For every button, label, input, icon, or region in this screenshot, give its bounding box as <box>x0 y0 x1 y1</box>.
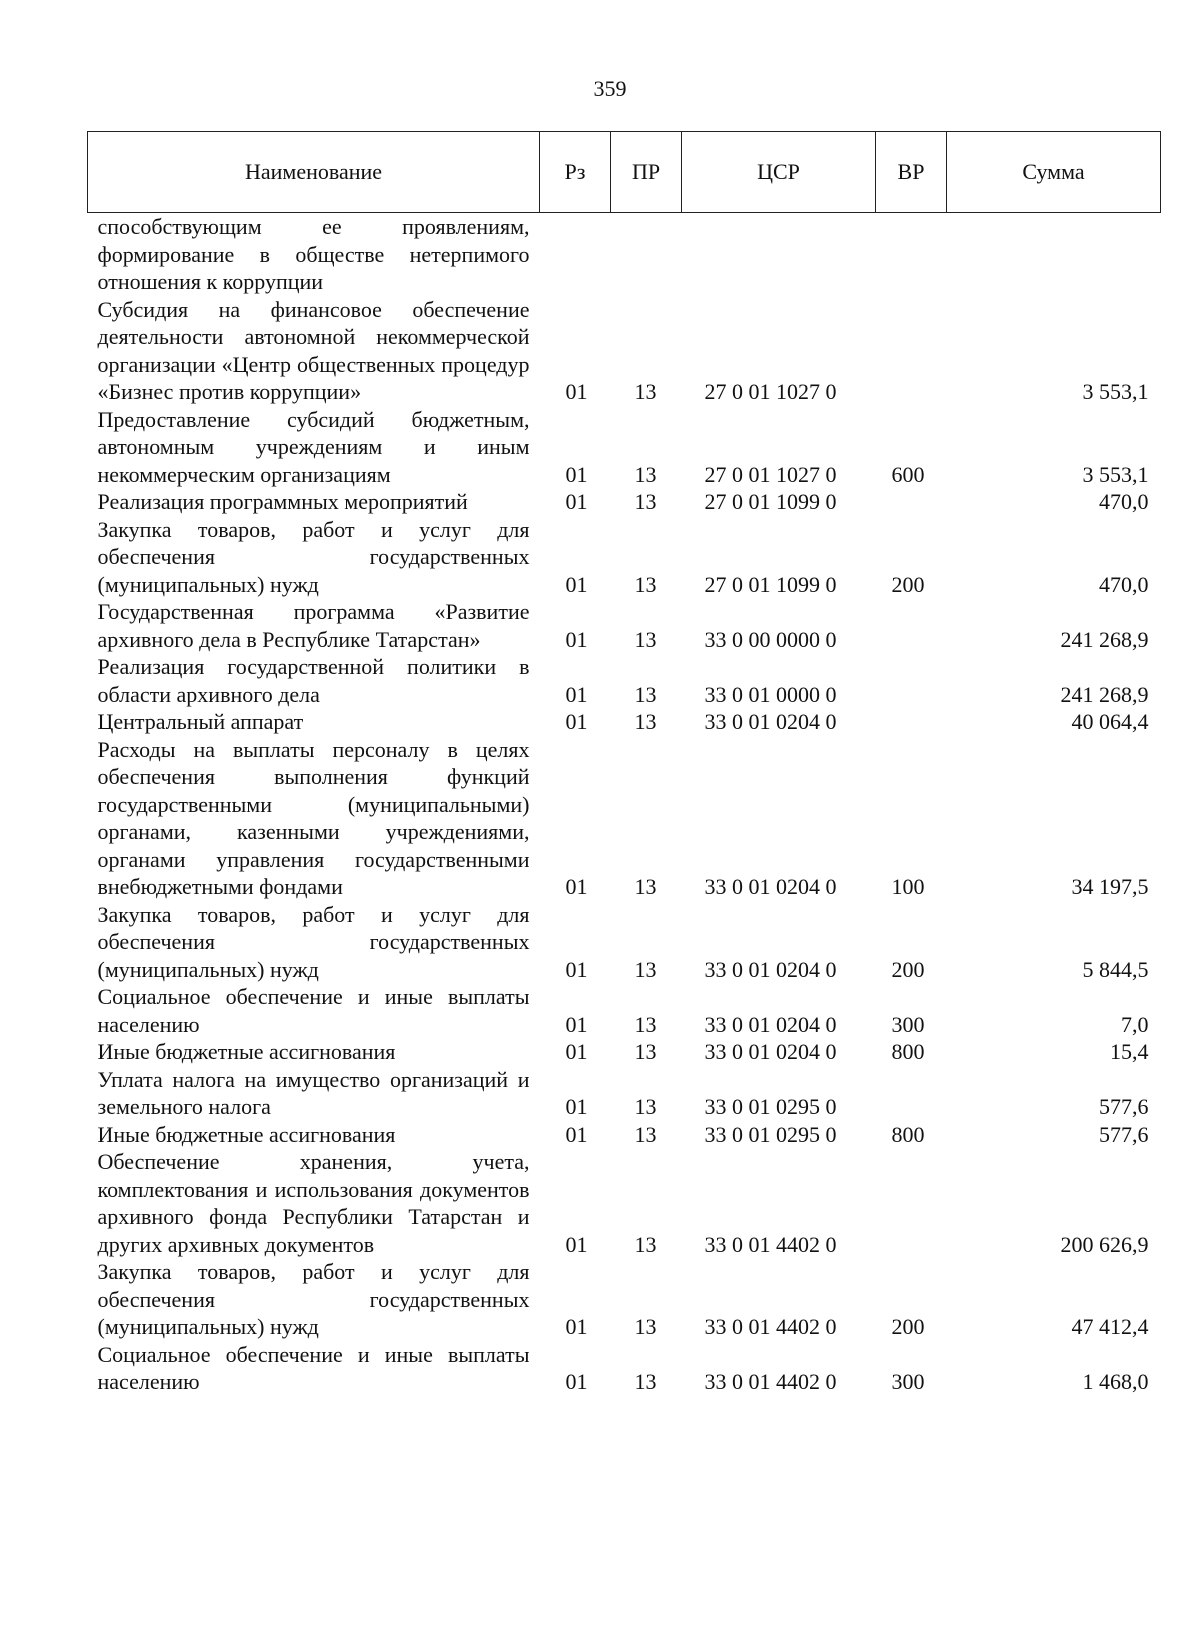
cell-rz: 01 <box>565 681 588 707</box>
cell-sum: 470,0 <box>1099 489 1149 514</box>
cell-name: Иные бюджетные ассигнования <box>97 1121 396 1147</box>
cell-rz: 01 <box>565 874 588 899</box>
cell-csr: 33 0 01 4402 0 <box>704 1369 837 1394</box>
cell-sum: 577,6 <box>1099 1094 1149 1119</box>
table-row <box>88 1066 1161 1121</box>
cell-csr: 27 0 01 1099 0 <box>704 571 837 597</box>
cell-rz: 01 <box>565 1094 588 1119</box>
cell-vr: 800 <box>891 1121 925 1147</box>
cell-csr: 33 0 01 4402 0 <box>704 1314 837 1339</box>
column-header-rz: Рз <box>540 132 611 213</box>
cell-sum: 7,0 <box>1121 1011 1149 1037</box>
cell-rz: 01 <box>565 1121 588 1147</box>
column-header-csr: ЦСР <box>682 132 876 213</box>
cell-name: Реализация государственной политики в области архивного дела <box>97 654 530 707</box>
cell-vr: 600 <box>891 461 925 487</box>
cell-csr: 27 0 01 1027 0 <box>704 461 837 487</box>
cell-pr: 13 <box>634 571 657 597</box>
cell-vr: 800 <box>891 1039 925 1064</box>
column-header-sum: Сумма <box>947 132 1161 213</box>
cell-vr <box>876 653 947 708</box>
table-row <box>88 1038 1161 1066</box>
cell-vr: 300 <box>891 1369 925 1394</box>
table-row <box>88 516 1161 599</box>
cell-rz: 01 <box>565 571 588 597</box>
cell-name: Закупка товаров, работ и услуг для обеспечения государственных (муниципальных) нужд <box>97 1259 530 1339</box>
cell-name: Закупка товаров, работ и услуг для обеспечения государственных (муниципальных) нужд <box>97 901 530 982</box>
cell-csr: 33 0 01 4402 0 <box>704 1231 837 1257</box>
cell-sum: 577,6 <box>1099 1121 1149 1147</box>
cell-name: Центральный аппарат <box>97 709 304 734</box>
cell-vr <box>876 708 947 736</box>
table-row <box>88 1258 1161 1341</box>
cell-pr: 13 <box>634 681 657 707</box>
cell-rz: 01 <box>565 461 588 487</box>
cell-csr: 33 0 01 0000 0 <box>704 681 837 707</box>
cell-name: Закупка товаров, работ и услуг для обеспечения государственных (муниципальных) нужд <box>97 516 530 597</box>
cell-vr <box>876 1148 947 1258</box>
cell-pr: 13 <box>634 1121 657 1147</box>
cell-sum: 241 268,9 <box>1060 626 1149 652</box>
cell-name: Социальное обеспечение и иные выплаты населению <box>97 984 530 1037</box>
table-row <box>88 598 1161 653</box>
cell-sum: 15,4 <box>1110 1039 1149 1064</box>
cell-name: Предоставление субсидий бюджетным, автономным учреждениям и иным некоммерческим организациям <box>97 406 530 487</box>
cell-rz: 01 <box>565 1231 588 1257</box>
table-row <box>88 406 1161 489</box>
cell-rz: 01 <box>565 1039 588 1064</box>
cell-name: Расходы на выплаты персоналу в целях обеспечения выполнения функций государственными (муниципальными) органами, казенными учреждениями, органами управления государственными внебюджетными фондами <box>97 736 530 899</box>
table-row <box>88 296 1161 406</box>
cell-pr: 13 <box>634 874 657 899</box>
cell-rz <box>540 213 611 296</box>
cell-sum: 1 468,0 <box>1082 1369 1149 1394</box>
cell-pr: 13 <box>634 1314 657 1339</box>
cell-sum: 200 626,9 <box>1060 1231 1149 1257</box>
column-header-pr: ПР <box>611 132 682 213</box>
cell-vr <box>876 598 947 653</box>
cell-name: Обеспечение хранения, учета, комплектования и использования документов архивного фонда Республики Татарстан и других архивных документов <box>97 1149 530 1257</box>
table-body <box>88 213 1161 1396</box>
cell-pr: 13 <box>634 1094 657 1119</box>
cell-csr: 33 0 01 0204 0 <box>704 1011 837 1037</box>
table-row <box>88 708 1161 736</box>
cell-sum: 470,0 <box>1099 571 1149 597</box>
cell-vr: 100 <box>891 874 925 899</box>
cell-vr: 200 <box>891 1314 925 1339</box>
cell-name: Социальное обеспечение и иные выплаты населению <box>97 1341 530 1394</box>
table-row <box>88 1148 1161 1258</box>
cell-vr: 200 <box>891 956 925 982</box>
cell-vr <box>876 488 947 516</box>
cell-csr: 27 0 01 1099 0 <box>704 489 837 514</box>
cell-rz: 01 <box>565 1369 588 1394</box>
cell-vr: 300 <box>891 1011 925 1037</box>
cell-csr: 33 0 01 0204 0 <box>704 1039 837 1064</box>
column-header-vr: ВР <box>876 132 947 213</box>
cell-csr: 33 0 01 0295 0 <box>704 1121 837 1147</box>
cell-name: способствующим ее проявлениям, формирование в обществе нетерпимого отношения к коррупции <box>97 214 530 294</box>
cell-sum: 5 844,5 <box>1082 956 1149 982</box>
table-row <box>88 488 1161 516</box>
cell-pr: 13 <box>634 379 657 404</box>
cell-sum: 3 553,1 <box>1082 461 1149 487</box>
column-header-name: Наименование <box>88 132 540 213</box>
cell-sum: 241 268,9 <box>1060 681 1149 707</box>
cell-pr: 13 <box>634 1369 657 1394</box>
cell-pr: 13 <box>634 1039 657 1064</box>
table-row <box>88 736 1161 901</box>
cell-sum: 3 553,1 <box>1082 379 1149 404</box>
cell-csr: 33 0 00 0000 0 <box>704 626 837 652</box>
table-row <box>88 901 1161 984</box>
cell-csr: 33 0 01 0204 0 <box>704 956 837 982</box>
cell-pr: 13 <box>634 626 657 652</box>
cell-name: Государственная программа «Развитие архивного дела в Республике Татарстан» <box>97 599 530 652</box>
table-row <box>88 983 1161 1038</box>
cell-pr: 13 <box>634 709 657 734</box>
cell-rz: 01 <box>565 1314 588 1339</box>
cell-csr <box>682 213 876 296</box>
budget-table <box>87 131 1161 1396</box>
table-row <box>88 653 1161 708</box>
cell-csr: 27 0 01 1027 0 <box>704 379 837 404</box>
cell-rz: 01 <box>565 379 588 404</box>
cell-pr: 13 <box>634 489 657 514</box>
cell-name: Субсидия на финансовое обеспечение деятельности автономной некоммерческой организации «Центр общественных процедур «Бизнес против коррупции» <box>97 296 530 404</box>
cell-pr: 13 <box>634 956 657 982</box>
cell-sum: 34 197,5 <box>1071 874 1149 899</box>
cell-rz: 01 <box>565 709 588 734</box>
cell-name: Уплата налога на имущество организаций и земельного налога <box>97 1066 530 1119</box>
cell-rz: 01 <box>565 956 588 982</box>
page-number: 359 <box>593 76 627 101</box>
cell-sum: 40 064,4 <box>1071 709 1149 734</box>
cell-rz: 01 <box>565 489 588 514</box>
cell-vr <box>876 296 947 406</box>
cell-sum <box>947 213 1161 296</box>
cell-pr: 13 <box>634 1231 657 1257</box>
cell-vr <box>876 213 947 296</box>
cell-name: Реализация программных мероприятий <box>97 489 468 514</box>
cell-csr: 33 0 01 0204 0 <box>704 874 837 899</box>
cell-rz: 01 <box>565 626 588 652</box>
cell-sum: 47 412,4 <box>1071 1314 1149 1339</box>
cell-pr: 13 <box>634 461 657 487</box>
cell-vr: 200 <box>891 571 925 597</box>
table-row <box>88 1341 1161 1396</box>
cell-pr <box>611 213 682 296</box>
cell-rz: 01 <box>565 1011 588 1037</box>
cell-csr: 33 0 01 0204 0 <box>704 709 837 734</box>
table-row <box>88 1121 1161 1149</box>
cell-pr: 13 <box>634 1011 657 1037</box>
table-header <box>88 132 1161 213</box>
cell-csr: 33 0 01 0295 0 <box>704 1094 837 1119</box>
cell-vr <box>876 1066 947 1121</box>
cell-name: Иные бюджетные ассигнования <box>97 1039 396 1064</box>
table-row <box>88 213 1161 296</box>
